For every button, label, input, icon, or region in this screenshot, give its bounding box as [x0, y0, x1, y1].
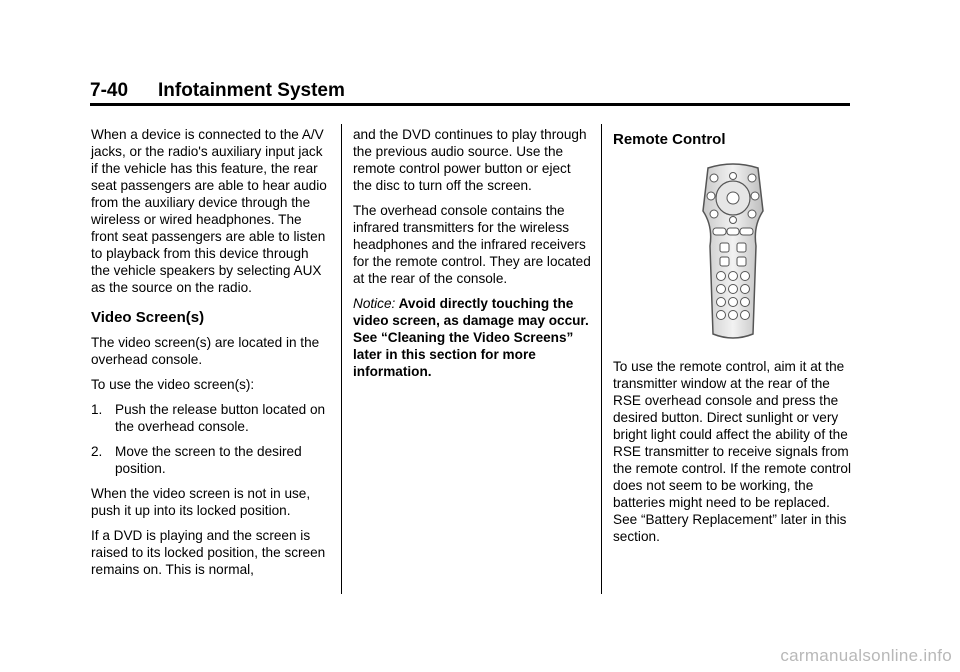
- remote-control-icon: [613, 156, 853, 346]
- step-text: Push the release button located on the overhead console.: [115, 402, 326, 434]
- list-item: [91, 401, 331, 435]
- step-number: 1.: [91, 402, 103, 417]
- column-divider: [341, 124, 342, 594]
- notice-label: Notice:: [353, 296, 396, 311]
- notice-paragraph: [353, 295, 591, 380]
- section-heading-video-screens: Video Screen(s): [91, 309, 205, 326]
- paragraph: To use the video screen(s):: [91, 377, 255, 392]
- paragraph: and the DVD continues to play through the previous audio source. Use the remote control power button or eject the disc to turn off the screen.: [353, 127, 587, 193]
- column-middle: [353, 126, 591, 388]
- notice-text: Avoid directly touching the video screen, as damage may occur. See “Cleaning the Video Screens” later in this section for more information.: [353, 296, 589, 379]
- column-right: [613, 126, 853, 553]
- paragraph: The overhead console contains the infrared transmitters for the wireless headphones and the infrared receivers for the remote control. They are located at the rear of the console.: [353, 203, 591, 286]
- paragraph: To use the remote control, aim it at the transmitter window at the rear of the RSE overhead console and press the desired button. Direct sunlight or very bright light could affect the ability of the RSE transmitter to receive signals from the remote control. If the remote control does not seem to be working, the batteries might need to be replaced. See “Battery Replacement” later in this section.: [613, 359, 852, 544]
- intro-paragraph: When a device is connected to the A/V jacks, or the radio's auxiliary input jack if the vehicle has this feature, the rear seat passengers are able to hear audio from the auxiliary device through the wireless or wired headphones. The front seat passengers are able to listen to playback from this device through the vehicle speakers by selecting AUX as the source on the radio.: [91, 127, 327, 295]
- paragraph: If a DVD is playing and the screen is raised to its locked position, the screen remains on. This is normal,: [91, 528, 326, 577]
- paragraph: When the video screen is not in use, push it up into its locked position.: [91, 486, 311, 518]
- step-text: Move the screen to the desired position.: [115, 444, 302, 476]
- list-item: [91, 443, 331, 477]
- step-number: 2.: [91, 444, 103, 459]
- watermark: carmanualsonline.info: [780, 646, 952, 665]
- column-left: [91, 126, 331, 586]
- section-heading-remote-control: Remote Control: [613, 131, 726, 148]
- column-divider: [601, 124, 602, 594]
- page-number: 7-40: [90, 80, 129, 101]
- chapter-title: Infotainment System: [158, 80, 345, 101]
- header-rule: [90, 103, 850, 106]
- paragraph: The video screen(s) are located in the overhead console.: [91, 335, 320, 367]
- steps-list: [91, 401, 331, 477]
